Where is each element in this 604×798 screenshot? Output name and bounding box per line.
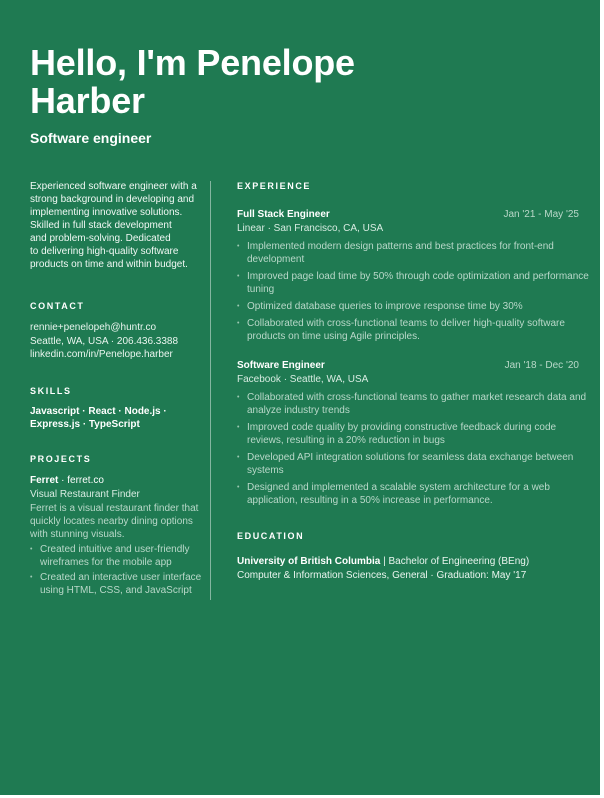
job-dates: Jan '21 - May '25: [503, 209, 579, 220]
location-phone: Seattle, WA, USA · 206.436.3388: [30, 335, 179, 347]
bullet-line: • Improved code quality by providing constructive feedback during code: [247, 422, 557, 433]
skills-heading: SKILLS: [30, 385, 72, 396]
bullet-line: development: [247, 254, 305, 265]
project-title: [30, 474, 202, 487]
summary-line: strong background in developing and: [30, 194, 195, 205]
name-heading-line-1: Hello, I'm Penelope: [30, 42, 355, 83]
job-entry: [237, 208, 589, 343]
project-separator: ·: [58, 474, 68, 486]
bullet-line: application, resulting in a 50% increase in performance.: [247, 495, 493, 506]
education-school: University of British Columbia: [237, 556, 381, 567]
name-heading-line-2: Harber: [30, 80, 145, 121]
summary-line: Experienced software engineer with a: [30, 181, 197, 192]
bullet-line: products on time using Agile principles.: [247, 331, 420, 342]
left-column: [30, 180, 202, 597]
projects-heading: PROJECTS: [30, 453, 92, 464]
bullet-line: • Created an interactive user interface: [40, 571, 202, 583]
bullet-line: systems: [247, 465, 284, 476]
summary-line: Skilled in full stack development: [30, 220, 172, 231]
job-bullet: [237, 391, 587, 417]
education-details: Computer & Information Sciences, General · Graduation: May '17: [237, 570, 527, 581]
education-section: [237, 531, 579, 583]
job-bullet: [237, 481, 579, 507]
bullet-line: wireframes for the mobile app: [40, 556, 172, 568]
bullet-line: • Optimized database queries to improve response time by 30%: [247, 301, 523, 312]
education-heading: EDUCATION: [237, 531, 305, 541]
job-header: [237, 359, 579, 372]
project-bullet: [30, 543, 202, 569]
bullet-line: reviews, resulting in a 20% reduction in bugs: [247, 435, 445, 446]
experience-heading: EXPERIENCE: [237, 181, 312, 191]
bullet-line: • Improved page load time by 50% through code optimization and performance: [247, 271, 589, 282]
summary-line: products on time and within budget.: [30, 259, 188, 270]
right-column: [237, 180, 589, 583]
bullet-line: • Collaborated with cross-functional teams to deliver high-quality software: [247, 318, 565, 329]
job-entry: [237, 359, 587, 507]
summary: [30, 180, 202, 271]
project-link[interactable]: ferret.co: [67, 474, 104, 486]
project-description-line: Ferret is a visual restaurant finder that: [30, 502, 199, 514]
job-bullet: [237, 270, 589, 296]
projects-section: [30, 454, 202, 597]
project-name: Ferret: [30, 474, 59, 486]
bullet-line: • Designed and implemented a scalable system architecture for a web: [247, 482, 550, 493]
email-link[interactable]: rennie+penelopeh@huntr.co: [30, 322, 157, 333]
job-bullet: [237, 421, 579, 447]
summary-line: implementing innovative solutions.: [30, 207, 183, 218]
experience-section: [237, 181, 589, 507]
summary-line: and problem-solving. Dedicated: [30, 233, 171, 244]
project-bullet: [30, 571, 202, 597]
contact-heading: CONTACT: [30, 301, 85, 311]
bullet-line: analyze industry trends: [247, 405, 350, 416]
job-title: Software engineer: [30, 130, 152, 146]
resume-header: [30, 44, 570, 146]
skills-line: Express.js · TypeScript: [30, 419, 140, 430]
column-divider: [210, 181, 211, 600]
education-degree-line: [237, 555, 579, 569]
bullet-line: • Implemented modern design patterns and best practices for front-end: [247, 241, 554, 252]
bullet-line: • Collaborated with cross-functional teams to gather market research data and: [247, 392, 587, 403]
job-bullet: [237, 240, 579, 266]
skills-section: [30, 386, 202, 432]
bullet-line: • Developed API integration solutions for seamless data exchange between: [247, 452, 574, 463]
project-description-line: quickly locates nearby dining options: [30, 515, 193, 527]
project-description-line: with stunning visuals.: [30, 528, 125, 540]
summary-line: to delivering high-quality software: [30, 246, 179, 257]
job-dates: Jan '18 - Dec '20: [504, 360, 579, 371]
job-bullet: [237, 451, 579, 477]
contact-section: [30, 301, 202, 362]
job-company: Linear · San Francisco, CA, USA: [237, 223, 384, 234]
bullet-line: tuning: [247, 284, 275, 295]
job-bullet: [237, 300, 579, 313]
job-company: Facebook · Seattle, WA, USA: [237, 374, 369, 385]
project-subtitle: Visual Restaurant Finder: [30, 488, 140, 500]
skills-line: Javascript · React · Node.js ·: [30, 405, 167, 417]
job-role: Software Engineer: [237, 360, 325, 371]
education-degree: | Bachelor of Engineering (BEng): [380, 556, 530, 567]
linkedin-link[interactable]: linkedin.com/in/Penelope.harber: [30, 349, 173, 360]
bullet-line: using HTML, CSS, and JavaScript: [40, 584, 192, 596]
job-header: [237, 208, 579, 221]
job-bullet: [237, 317, 579, 343]
job-role: Full Stack Engineer: [237, 209, 330, 220]
bullet-line: • Created intuitive and user-friendly: [40, 543, 190, 555]
